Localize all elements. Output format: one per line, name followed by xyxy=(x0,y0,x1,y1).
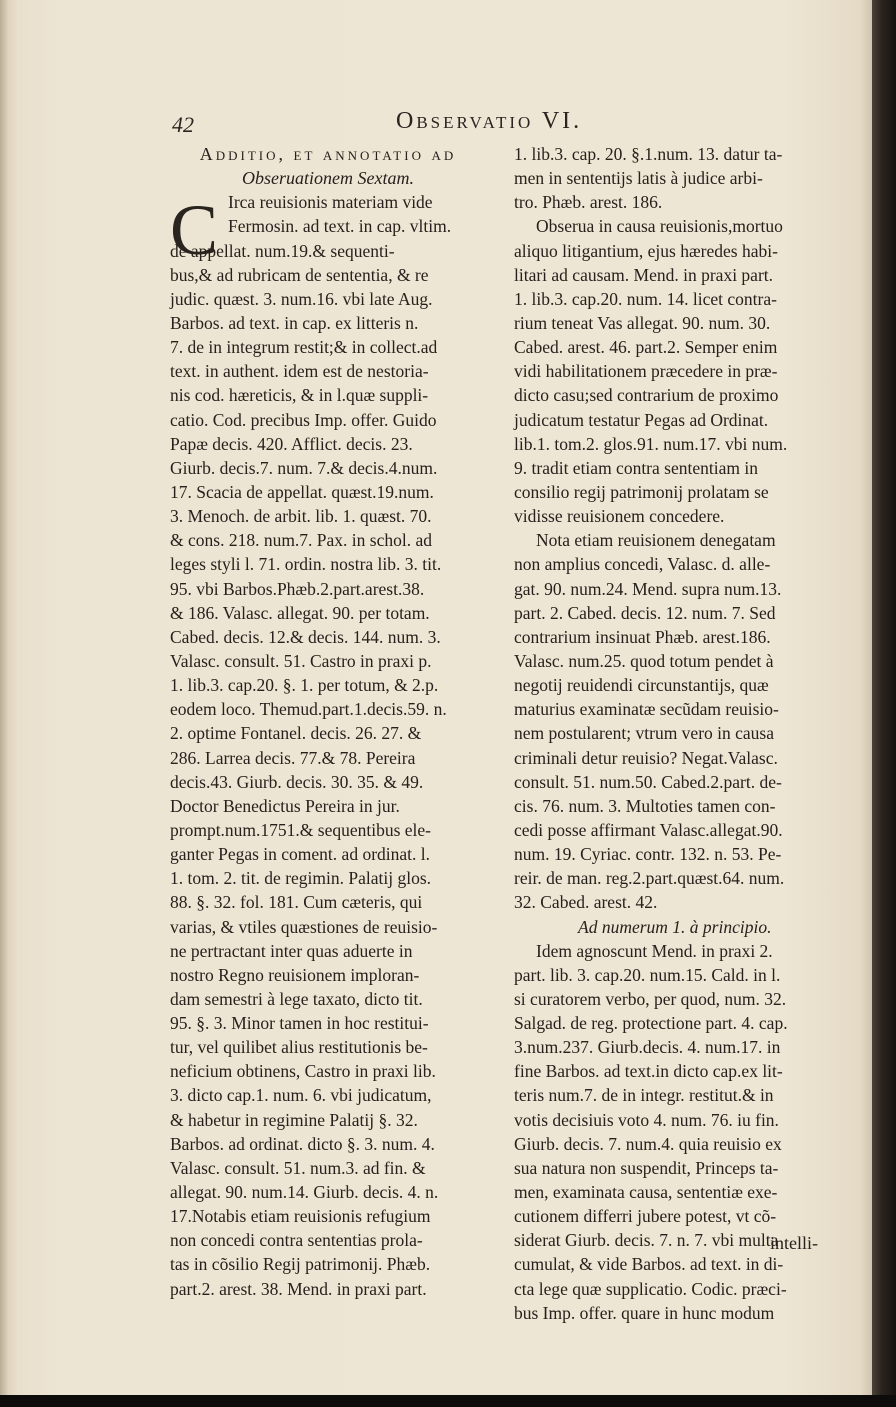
text-line: 9. tradit etiam contra sententiam in xyxy=(514,457,758,478)
section-heading: Additio, et annotatio ad xyxy=(199,144,457,164)
text-line: prompt.num.1751.& sequentibus ele- xyxy=(170,819,432,840)
running-title: Observatio VI. xyxy=(396,108,583,134)
text-line: judicatum testatur Pegas ad Ordinat. xyxy=(514,409,769,430)
text-line: judic. quæst. 3. num.16. vbi late Aug. xyxy=(170,288,433,309)
text-line: 95. vbi Barbos.Phæb.2.part.arest.38. xyxy=(170,578,425,599)
text-line: ganter Pegas in coment. ad ordinat. l. xyxy=(170,844,430,865)
left-column xyxy=(170,142,486,1301)
text-line: decis.43. Giurb. decis. 30. 35. & 49. xyxy=(170,771,424,792)
text-line: bus Imp. offer. quare in hunc modum xyxy=(514,1302,775,1323)
text-line: 1. lib.3. cap.20. §. 1. per totum, & 2.p. xyxy=(170,675,439,696)
text-line: rium teneat Vas allegat. 90. num. 30. xyxy=(514,312,771,333)
text-line: cta lege quæ supplicatio. Codic. præci- xyxy=(514,1278,787,1299)
text-line: bus,& ad rubricam de sententia, & re xyxy=(170,264,429,285)
text-line: non concedi contra sententias prola- xyxy=(170,1230,423,1251)
text-line: Doctor Benedictus Pereira in jur. xyxy=(170,795,400,816)
left-text-body xyxy=(170,190,486,1300)
text-line: & 186. Valasc. allegat. 90. per totam. xyxy=(170,602,430,623)
text-line: sua natura non suspendit, Princeps ta- xyxy=(514,1157,779,1178)
text-line: 1. lib.3. cap.20. num. 14. licet contra- xyxy=(514,288,777,309)
drop-cap: C xyxy=(170,190,219,270)
text-line: catio. Cod. precibus Imp. offer. Guido xyxy=(170,409,437,430)
text-line: Nota etiam reuisionem denegatam xyxy=(536,530,776,551)
text-line: & cons. 218. num.7. Pax. in schol. ad xyxy=(170,530,432,551)
text-line: part.2. arest. 38. Mend. in praxi part. xyxy=(170,1278,427,1299)
text-line: tas in cõsilio Regij patrimonij. Phæb. xyxy=(170,1254,431,1275)
scan-bottom-edge xyxy=(0,1395,896,1407)
text-line: consilio regij patrimonij prolatam se xyxy=(514,481,769,502)
text-line: neficium obtinens, Castro in praxi lib. xyxy=(170,1061,436,1082)
text-line: de appellat. num.19.& sequenti- xyxy=(170,240,395,261)
text-line: maturius examinatæ secũdam reuisio- xyxy=(514,699,779,720)
text-line: allegat. 90. num.14. Giurb. decis. 4. n. xyxy=(170,1182,439,1203)
text-line: cis. 76. num. 3. Multoties tamen con- xyxy=(514,795,776,816)
text-line: reir. de man. reg.2.part.quæst.64. num. xyxy=(514,868,785,889)
text-line: lib.1. tom.2. glos.91. num.17. vbi num. xyxy=(514,433,788,454)
text-line: Cabed. decis. 12.& decis. 144. num. 3. xyxy=(170,626,441,647)
text-line: votis decisiuis voto 4. num. 76. iu fin. xyxy=(514,1109,779,1130)
text-line: Papæ decis. 420. Afflict. decis. 23. xyxy=(170,433,413,454)
text-line: consult. 51. num.50. Cabed.2.part. de- xyxy=(514,771,782,792)
text-line: aliquo litigantium, ejus hæredes habi- xyxy=(514,240,778,261)
text-line: text. in authent. idem est de nestoria- xyxy=(170,361,429,382)
text-line: Idem agnoscunt Mend. in praxi 2. xyxy=(536,940,773,961)
text-line: Valasc. consult. 51. Castro in praxi p. xyxy=(170,650,432,671)
text-line: 1. lib.3. cap. 20. §.1.num. 13. datur ta- xyxy=(514,144,783,164)
text-line: 3. dicto cap.1. num. 6. vbi judicatum, xyxy=(170,1085,432,1106)
catchword: intelli- xyxy=(770,1233,818,1253)
text-line: nostro Regno reuisionem imploran- xyxy=(170,964,420,985)
text-line: teris num.7. de in integr. restitut.& in xyxy=(514,1085,774,1106)
text-line: siderat Giurb. decis. 7. n. 7. vbi multa xyxy=(514,1230,779,1251)
text-line: criminali detur reuisio? Negat.Valasc. xyxy=(514,747,778,768)
text-line: 3. Menoch. de arbit. lib. 1. quæst. 70. xyxy=(170,506,432,527)
text-line: 2. optime Fontanel. decis. 26. 27. & xyxy=(170,723,422,744)
text-line: Irca reuisionis materiam vide xyxy=(228,192,433,213)
text-line: cutionem differri jubere potest, vt cõ- xyxy=(514,1206,777,1227)
text-line: Valasc. consult. 51. num.3. ad fin. & xyxy=(170,1157,426,1178)
text-line: Giurb. decis.7. num. 7.& decis.4.num. xyxy=(170,457,438,478)
text-line: cumulat, & vide Barbos. ad text. in di- xyxy=(514,1254,784,1275)
text-line: men in sententijs latis à judice arbi- xyxy=(514,168,763,189)
text-line: num. 19. Cyriac. contr. 132. n. 53. Pe- xyxy=(514,844,782,865)
page-edge-shadow xyxy=(872,0,896,1407)
text-line: cedi posse affirmant Valasc.allegat.90. xyxy=(514,819,783,840)
text-line: eodem loco. Themud.part.1.decis.59. n. xyxy=(170,699,447,720)
text-line: 3.num.237. Giurb.decis. 4. num.17. in xyxy=(514,1037,781,1058)
right-text-body xyxy=(514,142,844,1325)
text-line: Barbos. ad text. in cap. ex litteris n. xyxy=(170,312,419,333)
text-line: litari ad causam. Mend. in praxi part. xyxy=(514,264,774,285)
text-line: 1. tom. 2. tit. de regimin. Palatij glos. xyxy=(170,868,432,889)
text-line: & habetur in regimine Palatij §. 32. xyxy=(170,1109,418,1130)
text-line: Cabed. arest. 46. part.2. Semper enim xyxy=(514,337,778,358)
text-line: Salgad. de reg. protectione part. 4. cap. xyxy=(514,1013,788,1034)
text-line: tur, vel quilibet alius restitutionis be- xyxy=(170,1037,428,1058)
text-line: ne pertractant inter quas aduerte in xyxy=(170,940,413,961)
text-line: negotij reuidendi circunstantijs, quæ xyxy=(514,675,769,696)
text-line: vidisse reuisionem concedere. xyxy=(514,506,725,527)
text-line: non amplius concedi, Valasc. d. alle- xyxy=(514,554,771,575)
text-line: part. 2. Cabed. decis. 12. num. 7. Sed xyxy=(514,602,776,623)
text-line: contrarium insinuat Phæb. arest.186. xyxy=(514,626,771,647)
section-subheading: Obseruationem Sextam. xyxy=(242,168,414,189)
text-line: Fermosin. ad text. in cap. vltim. xyxy=(228,216,452,237)
text-line: leges styli l. 71. ordin. nostra lib. 3. tit. xyxy=(170,554,442,575)
text-line: Obserua in causa reuisionis,mortuo xyxy=(536,216,783,237)
text-line: 286. Larrea decis. 77.& 78. Pereira xyxy=(170,747,416,768)
text-line: si curatorem verbo, per quod, num. 32. xyxy=(514,988,787,1009)
right-column xyxy=(514,142,844,1325)
text-line: 7. de in integrum restit;& in collect.ad xyxy=(170,337,438,358)
text-line: nis cod. hæreticis, & in l.quæ suppli- xyxy=(170,385,429,406)
text-line: Giurb. decis. 7. num.4. quia reuisio ex xyxy=(514,1133,782,1154)
text-line: vidi habilitationem præcedere in præ- xyxy=(514,361,778,382)
text-line: 32. Cabed. arest. 42. xyxy=(514,892,658,913)
page-number: 42 xyxy=(172,112,194,137)
text-line: varias, & vtiles quæstiones de reuisio- xyxy=(170,916,438,937)
text-line: 95. §. 3. Minor tamen in hoc restitui- xyxy=(170,1013,429,1034)
text-line: Barbos. ad ordinat. dicto §. 3. num. 4. xyxy=(170,1133,435,1154)
text-line: dicto casu;sed contrarium de proximo xyxy=(514,385,779,406)
text-line: part. lib. 3. cap.20. num.15. Cald. in l. xyxy=(514,964,781,985)
text-line: gat. 90. num.24. Mend. supra num.13. xyxy=(514,578,782,599)
text-line: 17. Scacia de appellat. quæst.19.num. xyxy=(170,481,434,502)
text-line: tro. Phæb. arest. 186. xyxy=(514,192,663,213)
text-line: nem postularent; vtrum vero in causa xyxy=(514,723,774,744)
text-line: 17.Notabis etiam reuisionis refugium xyxy=(170,1206,431,1227)
text-line: dam semestri à lege taxato, dicto tit. xyxy=(170,988,423,1009)
text-line: Valasc. num.25. quod totum pendet à xyxy=(514,650,774,671)
text-line: fine Barbos. ad text.in dicto cap.ex lit- xyxy=(514,1061,783,1082)
text-line: men, examinata causa, sententiæ exe- xyxy=(514,1182,778,1203)
text-line: Ad numerum 1. à principio. xyxy=(578,916,772,937)
text-line: 88. §. 32. fol. 181. Cum cæteris, qui xyxy=(170,892,423,913)
